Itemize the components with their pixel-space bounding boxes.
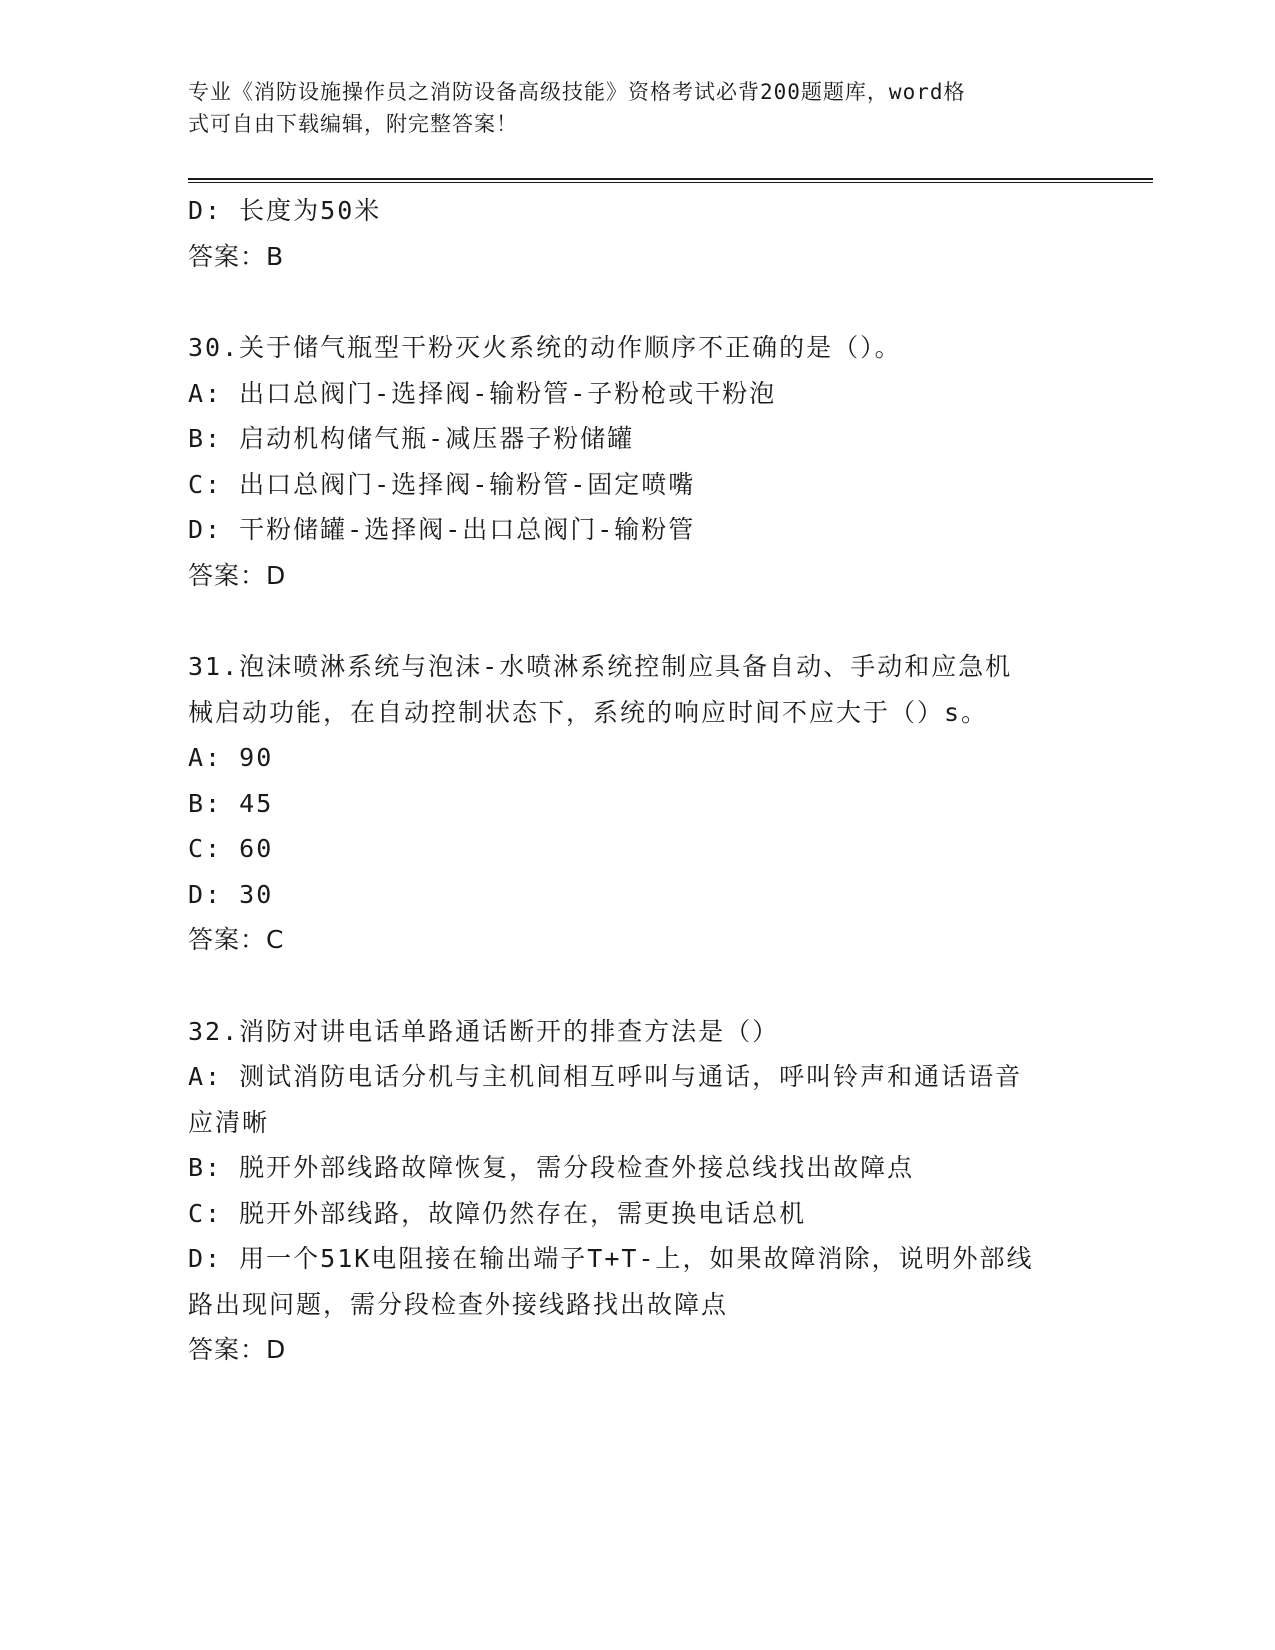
question-stem-line-2: 械启动功能，在自动控制状态下，系统的响应时间不应大于（）s。 (188, 697, 989, 727)
previous-question-tail (188, 188, 1088, 279)
option-a: A: 90 (188, 743, 274, 772)
header-line-2: 式可自由下载编辑，附完整答案！ (188, 112, 518, 136)
spacer (188, 598, 1088, 644)
option-a: A: 出口总阀门-选择阀-输粉管-子粉枪或干粉泡 (188, 378, 777, 408)
question-30 (188, 325, 1088, 598)
option-d: D: 长度为50米 (188, 196, 382, 225)
option-c: C: 60 (188, 834, 274, 863)
answer: 答案：D (188, 560, 287, 590)
answer: 答案：C (188, 925, 285, 954)
answer: 答案：B (188, 241, 285, 271)
question-32 (188, 1009, 1088, 1373)
option-c: C: 出口总阀门-选择阀-输粉管-固定喷嘴 (188, 469, 696, 499)
question-list (188, 188, 1088, 1373)
spacer (188, 963, 1088, 1009)
header-divider (188, 178, 1153, 183)
question-stem: 30.关于储气瓶型干粉灭火系统的动作顺序不正确的是（）。 (188, 333, 902, 362)
header-line-1: 专业《消防设施操作员之消防设备高级技能》资格考试必背200题题库，word格 (188, 80, 966, 104)
option-b: B: 启动机构储气瓶-减压器子粉储罐 (188, 424, 635, 453)
document-header (188, 76, 1068, 140)
option-d: D: 干粉储罐-选择阀-出口总阀门-输粉管 (188, 515, 696, 544)
option-c: C: 脱开外部线路，故障仍然存在，需更换电话总机 (188, 1198, 807, 1228)
option-a-line-2: 应清晰 (188, 1107, 270, 1137)
question-31 (188, 644, 1088, 963)
spacer (188, 279, 1088, 325)
option-d: D: 30 (188, 879, 274, 909)
question-stem: 32.消防对讲电话单路通话断开的排查方法是（） (188, 1016, 780, 1046)
option-d-line-1: D: 用一个51K电阻接在输出端子T+T-上，如果故障消除，说明外部线 (188, 1244, 1034, 1273)
option-d-line-2: 路出现问题，需分段检查外接线路找出故障点 (188, 1289, 729, 1319)
question-stem-line-1: 31.泡沫喷淋系统与泡沫-水喷淋系统控制应具备自动、手动和应急机 (188, 652, 1013, 681)
answer: 答案：D (188, 1335, 287, 1364)
option-a-line-1: A: 测试消防电话分机与主机间相互呼叫与通话，呼叫铃声和通话语音 (188, 1062, 1023, 1091)
option-b: B: 45 (188, 788, 274, 818)
option-b: B: 脱开外部线路故障恢复，需分段检查外接总线找出故障点 (188, 1153, 915, 1182)
